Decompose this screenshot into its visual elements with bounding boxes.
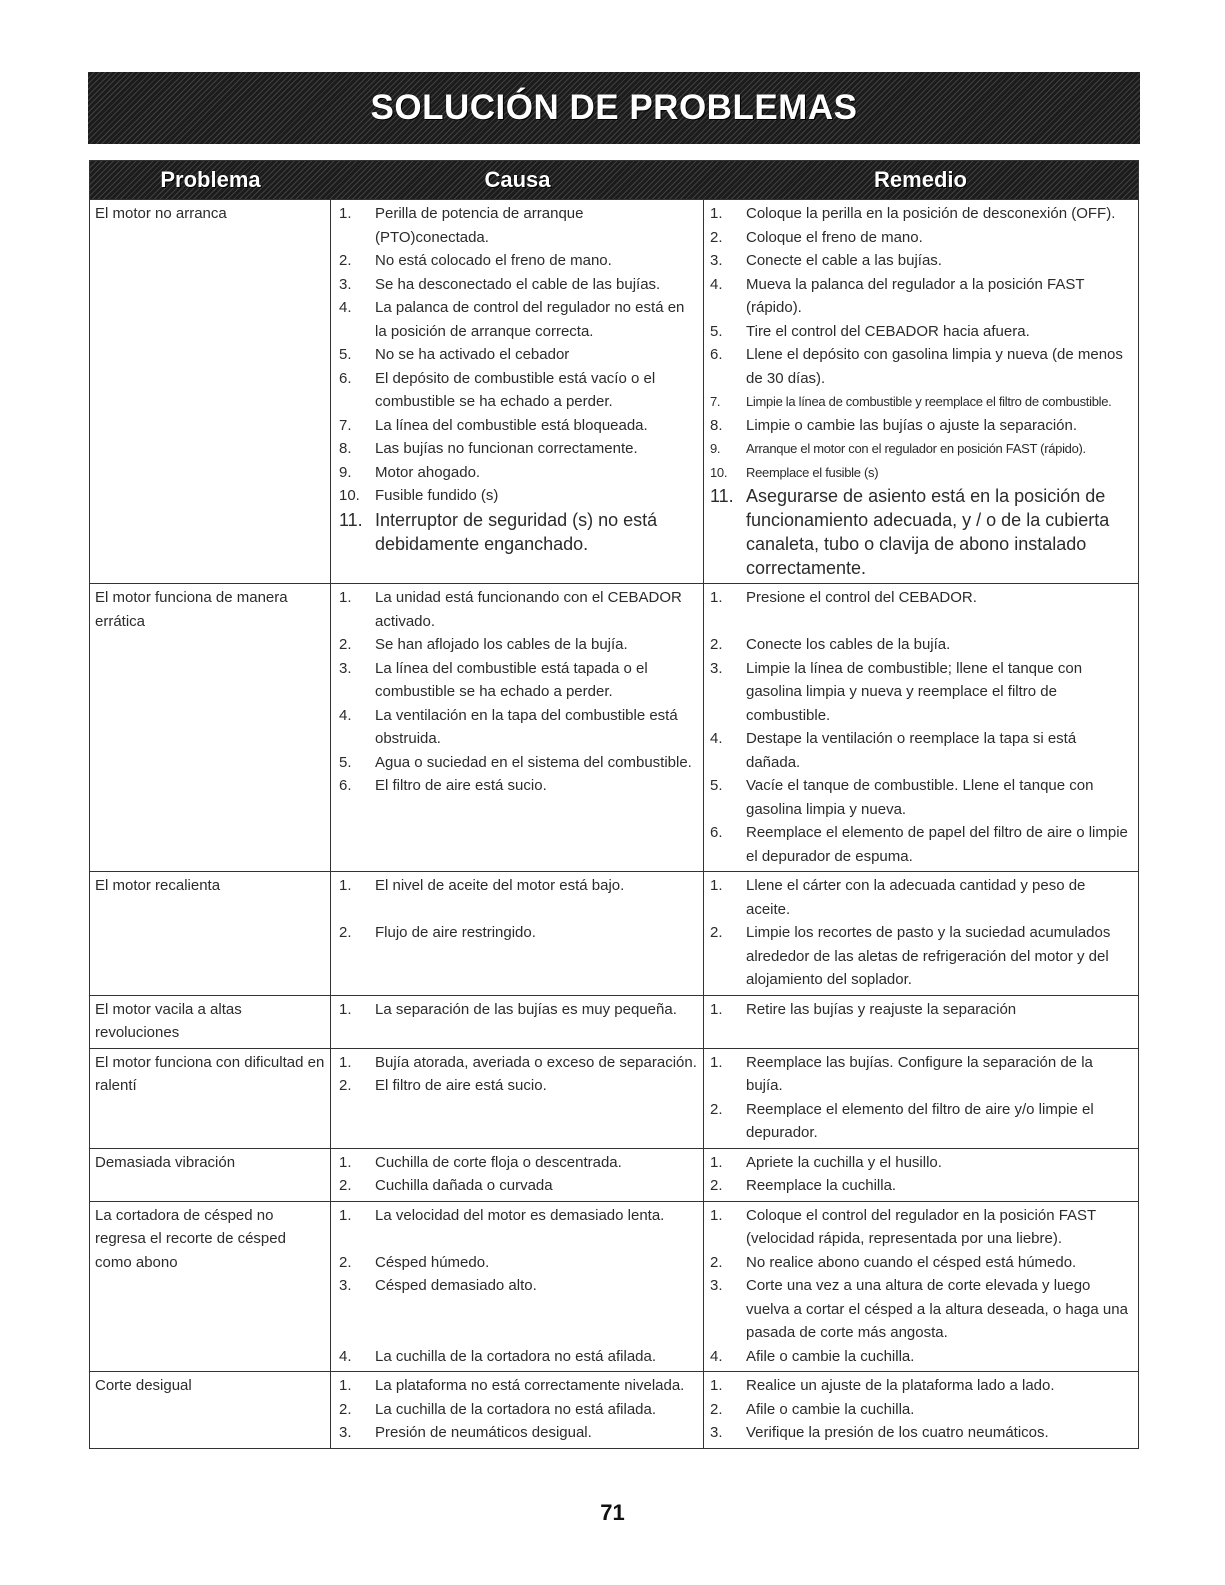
item-number: 2.: [339, 1177, 352, 1194]
list-item: [710, 998, 1133, 1022]
item-text: Reemplace el fusible (s): [746, 464, 879, 480]
item-text: Limpie o cambie las bujías o ajuste la separación.: [746, 416, 1078, 434]
item-text: Asegurarse de asiento está en la posición de funcionamiento adecuada, y / o de la cubierta canaleta, tubo o clavija de abono instalado correctamente.: [746, 486, 1110, 578]
list-item: [339, 1398, 699, 1422]
item-number: 1.: [710, 589, 723, 606]
list-item: [710, 874, 1133, 921]
list-item: [710, 390, 1133, 414]
item-text: Reemplace las bujías. Configure la separación de la bujía.: [746, 1053, 1093, 1094]
item-text: La línea del combustible está tapada o el combustible se ha echado a perder.: [375, 659, 648, 700]
table-row: [90, 871, 1138, 995]
list-item: [710, 320, 1133, 344]
list-item: [339, 202, 699, 249]
list-item: [339, 874, 699, 898]
remedy-cell: [704, 1372, 1137, 1448]
item-number: 2.: [710, 1400, 723, 1418]
list-item: [710, 1251, 1133, 1275]
item-number: 11.: [710, 486, 734, 506]
item-number: 3.: [710, 659, 723, 677]
item-text: Limpie la línea de combustible; llene el tanque con gasolina limpia y nueva y reemplace el filtro de combustible.: [746, 659, 1083, 724]
item-number: 9.: [339, 463, 352, 481]
item-number: 6.: [339, 777, 352, 794]
item-number: 2.: [710, 1177, 723, 1194]
list-item: [339, 751, 699, 775]
item-number: 1.: [339, 1377, 352, 1394]
list-item: [710, 202, 1133, 226]
problem-cell: El motor no arranca: [90, 200, 331, 583]
item-number: 1.: [339, 205, 352, 222]
cause-cell: [331, 1149, 704, 1201]
list-item: [339, 1421, 699, 1445]
item-text: Apriete la cuchilla y el husillo.: [746, 1153, 942, 1171]
list-item: [339, 657, 699, 704]
item-text: Llene el depósito con gasolina limpia y nueva (de menos de 30 días).: [746, 346, 1123, 387]
item-text: Perilla de potencia de arranque (PTO)conectada.: [375, 205, 584, 246]
list-item: [710, 1345, 1133, 1369]
item-text: Se ha desconectado el cable de las bujías.: [375, 275, 661, 293]
problem-cell: Corte desigual: [90, 1372, 331, 1448]
list-item: [339, 461, 699, 485]
header-problema: Problema: [160, 167, 261, 192]
list-item: [710, 437, 1133, 461]
cause-cell: [331, 1372, 704, 1448]
item-text: Coloque la perilla en la posición de desconexión (OFF).: [746, 205, 1116, 222]
item-text: La plataforma no está correctamente nivelada.: [375, 1377, 685, 1394]
item-text: El filtro de aire está sucio.: [375, 1077, 547, 1094]
item-number: 1.: [339, 1053, 352, 1071]
item-text: Retire las bujías y reajuste la separación: [746, 1000, 1017, 1018]
item-text: El depósito de combustible está vacío o el combustible se ha echado a perder.: [375, 369, 656, 410]
item-number: 4.: [710, 730, 723, 747]
problem-cell: El motor funciona con dificultad en ralentí: [90, 1049, 331, 1148]
table-header: [90, 161, 1138, 199]
item-text: Afile o cambie la cuchilla.: [746, 1347, 915, 1365]
item-number: 1.: [339, 1000, 352, 1018]
list-item: [710, 1174, 1133, 1198]
list-item: [710, 774, 1133, 821]
item-number: 2.: [710, 228, 723, 246]
list-item: [339, 437, 699, 461]
item-text: Cuchilla dañada o curvada: [375, 1177, 553, 1194]
item-number: 10.: [710, 464, 728, 480]
item-number: 2.: [710, 924, 723, 941]
item-text: La palanca de control del regulador no está en la posición de arranque correcta.: [375, 299, 685, 340]
item-text: Reemplace la cuchilla.: [746, 1177, 897, 1194]
spacer: [339, 1227, 699, 1251]
item-number: 4.: [339, 1347, 352, 1365]
list-item: [339, 998, 699, 1022]
item-text: Coloque el freno de mano.: [746, 228, 923, 246]
item-text: No está colocado el freno de mano.: [375, 252, 612, 269]
item-text: Afile o cambie la cuchilla.: [746, 1400, 915, 1418]
list-item: [339, 296, 699, 343]
item-number: 5.: [710, 322, 723, 340]
item-number: 1.: [339, 1206, 352, 1224]
page-number: 71: [600, 1500, 625, 1525]
list-item: [339, 273, 699, 297]
item-text: Bujía atorada, averiada o exceso de separación.: [375, 1053, 697, 1071]
cause-cell: [331, 200, 704, 583]
item-number: 3.: [339, 659, 352, 677]
list-item: [710, 633, 1133, 657]
item-number: 4.: [710, 1347, 723, 1365]
item-text: El nivel de aceite del motor está bajo.: [375, 877, 625, 894]
item-text: Presione el control del CEBADOR.: [746, 589, 977, 606]
item-number: 4.: [710, 275, 723, 293]
item-text: Tire el control del CEBADOR hacia afuera.: [746, 322, 1030, 340]
item-text: Limpie los recortes de pasto y la suciedad acumulados alrededor de las aletas de refrigeración del motor y del alojamiento del soplador.: [746, 924, 1111, 988]
item-text: La separación de las bujías es muy pequeña.: [375, 1000, 677, 1018]
item-number: 2.: [339, 924, 352, 941]
table-row: [90, 1371, 1138, 1448]
list-item: [339, 704, 699, 751]
list-item: [710, 1151, 1133, 1175]
item-number: 1.: [710, 1053, 723, 1071]
list-item: [339, 508, 699, 556]
item-text: Césped demasiado alto.: [375, 1277, 537, 1294]
item-text: Destape la ventilación o reemplace la tapa si está dañada.: [746, 730, 1077, 771]
item-number: 6.: [339, 369, 352, 387]
list-item: [339, 1204, 699, 1228]
remedy-cell: [704, 996, 1137, 1048]
item-number: 11.: [339, 509, 363, 530]
list-item: [710, 1204, 1133, 1251]
problem-cell: El motor recalienta: [90, 872, 331, 995]
header-causa: Causa: [484, 167, 551, 192]
item-number: 3.: [710, 1277, 723, 1294]
problem-cell: La cortadora de césped no regresa el recorte de césped como abono: [90, 1202, 331, 1372]
table-row: [90, 1201, 1138, 1372]
remedy-cell: [704, 1202, 1137, 1372]
item-text: Se han aflojado los cables de la bujía.: [375, 636, 628, 653]
table-row: [90, 583, 1138, 871]
item-number: 1.: [710, 1206, 723, 1224]
item-text: No se ha activado el cebador: [375, 346, 570, 363]
list-item: [710, 226, 1133, 250]
item-text: Arranque el motor con el regulador en posición FAST (rápido).: [746, 441, 1086, 456]
list-item: [710, 273, 1133, 320]
table-row: [90, 1148, 1138, 1201]
item-text: Las bujías no funcionan correctamente.: [375, 440, 638, 457]
item-text: Reemplace el elemento de papel del filtro de aire o limpie el depurador de espuma.: [746, 824, 1128, 865]
item-text: La línea del combustible está bloqueada.: [375, 416, 648, 434]
cause-cell: [331, 872, 704, 995]
item-number: 1.: [710, 205, 723, 222]
spacer: [339, 1298, 699, 1345]
list-item: [710, 343, 1133, 390]
cause-cell: [331, 996, 704, 1048]
cause-cell: [331, 1049, 704, 1148]
remedy-cell: [704, 1149, 1137, 1201]
item-number: 10.: [339, 487, 360, 504]
list-item: [339, 1274, 699, 1298]
item-number: 5.: [339, 753, 352, 771]
item-text: Agua o suciedad en el sistema del combustible.: [375, 753, 692, 771]
item-number: 5.: [710, 777, 723, 794]
list-item: [339, 921, 699, 945]
list-item: [710, 921, 1133, 992]
item-text: Presión de neumáticos desigual.: [375, 1424, 592, 1441]
title-banner: [88, 72, 1140, 144]
item-text: Cuchilla de corte floja o descentrada.: [375, 1153, 622, 1171]
item-number: 2.: [710, 1253, 723, 1271]
list-item: [710, 1051, 1133, 1098]
remedy-cell: [704, 1049, 1137, 1148]
troubleshooting-table: [89, 160, 1139, 1449]
item-text: No realice abono cuando el césped está húmedo.: [746, 1253, 1077, 1271]
item-number: 7.: [710, 394, 721, 409]
item-number: 3.: [339, 1424, 352, 1441]
page-title: SOLUCIÓN DE PROBLEMAS: [370, 88, 858, 127]
item-text: Césped húmedo.: [375, 1253, 490, 1271]
item-number: 1.: [710, 877, 723, 894]
item-number: 8.: [710, 416, 723, 434]
item-text: La cuchilla de la cortadora no está afilada.: [375, 1347, 657, 1365]
item-text: Interruptor de seguridad (s) no está debidamente enganchado.: [375, 509, 658, 554]
list-item: [710, 1274, 1133, 1345]
list-item: [339, 414, 699, 438]
list-item: [710, 414, 1133, 438]
item-text: Verifique la presión de los cuatro neumáticos.: [746, 1424, 1049, 1441]
item-text: Reemplace el elemento del filtro de aire y/o limpie el depurador.: [746, 1100, 1094, 1141]
item-text: La cuchilla de la cortadora no está afilada.: [375, 1400, 657, 1418]
spacer: [339, 898, 699, 922]
item-number: 6.: [710, 824, 723, 841]
item-number: 1.: [339, 589, 352, 606]
list-item: [710, 821, 1133, 868]
item-number: 6.: [710, 346, 723, 363]
item-text: Realice un ajuste de la plataforma lado a lado.: [746, 1377, 1055, 1394]
list-item: [339, 1151, 699, 1175]
item-number: 4.: [339, 299, 352, 316]
table-row: [90, 199, 1138, 583]
item-text: Conecte los cables de la bujía.: [746, 636, 951, 653]
table-row: [90, 995, 1138, 1048]
item-text: Llene el cárter con la adecuada cantidad y peso de aceite.: [746, 877, 1086, 918]
item-number: 2.: [339, 636, 352, 653]
list-item: [339, 586, 699, 633]
item-number: 2.: [710, 1100, 723, 1118]
item-number: 2.: [339, 252, 352, 269]
item-number: 7.: [339, 416, 352, 434]
list-item: [710, 727, 1133, 774]
item-number: 3.: [710, 1424, 723, 1441]
item-number: 1.: [339, 877, 352, 894]
item-text: La unidad está funcionando con el CEBADOR activado.: [375, 589, 682, 630]
list-item: [710, 461, 1133, 485]
item-number: 1.: [710, 1153, 723, 1171]
item-number: 3.: [339, 1277, 352, 1294]
item-text: La velocidad del motor es demasiado lenta.: [375, 1206, 665, 1224]
cause-cell: [331, 1202, 704, 1372]
item-number: 2.: [339, 1253, 352, 1271]
list-item: [710, 249, 1133, 273]
item-number: 3.: [710, 252, 723, 269]
item-number: 8.: [339, 440, 352, 457]
list-item: [339, 1251, 699, 1275]
item-number: 3.: [339, 275, 352, 293]
list-item: [710, 1098, 1133, 1145]
item-number: 9.: [710, 441, 721, 456]
item-text: Coloque el control del regulador en la posición FAST (velocidad rápida, representada por una liebre).: [746, 1206, 1096, 1247]
list-item: [339, 1051, 699, 1075]
item-number: 2.: [339, 1400, 352, 1418]
item-text: La ventilación en la tapa del combustible está obstruida.: [375, 706, 678, 747]
item-number: 2.: [339, 1077, 352, 1094]
remedy-cell: [704, 200, 1137, 583]
remedy-cell: [704, 872, 1137, 995]
problem-cell: Demasiada vibración: [90, 1149, 331, 1201]
item-text: Motor ahogado.: [375, 463, 481, 481]
list-item: [710, 1421, 1133, 1445]
list-item: [710, 1374, 1133, 1398]
problem-cell: El motor vacila a altas revoluciones: [90, 996, 331, 1048]
item-text: Conecte el cable a las bujías.: [746, 252, 942, 269]
spacer: [710, 610, 1133, 634]
item-text: Vacíe el tanque de combustible. Llene el tanque con gasolina limpia y nueva.: [746, 777, 1094, 818]
item-text: Mueva la palanca del regulador a la posición FAST (rápido).: [746, 275, 1085, 316]
item-text: Fusible fundido (s): [375, 487, 499, 504]
list-item: [339, 1374, 699, 1398]
list-item: [710, 484, 1133, 580]
list-item: [339, 367, 699, 414]
list-item: [339, 1074, 699, 1098]
item-number: 2.: [710, 636, 723, 653]
item-text: Flujo de aire restringido.: [375, 924, 536, 941]
table-row: [90, 1048, 1138, 1148]
list-item: [710, 1398, 1133, 1422]
item-text: El filtro de aire está sucio.: [375, 777, 547, 794]
list-item: [339, 1345, 699, 1369]
list-item: [339, 774, 699, 798]
header-remedio: Remedio: [874, 167, 967, 192]
list-item: [339, 633, 699, 657]
item-number: 1.: [710, 1000, 723, 1018]
list-item: [339, 249, 699, 273]
item-number: 4.: [339, 706, 352, 724]
item-number: 1.: [339, 1153, 352, 1171]
list-item: [710, 657, 1133, 728]
item-text: Corte una vez a una altura de corte elevada y luego vuelva a cortar el césped a la altura deseada, o haga una pasada de corte más angosta.: [746, 1277, 1128, 1341]
item-number: 5.: [339, 346, 352, 363]
list-item: [339, 343, 699, 367]
list-item: [710, 586, 1133, 610]
item-text: Limpie la línea de combustible y reemplace el filtro de combustible.: [746, 394, 1112, 409]
problem-cell: El motor funciona de manera errática: [90, 584, 331, 871]
list-item: [339, 484, 699, 508]
item-number: 1.: [710, 1377, 723, 1394]
list-item: [339, 1174, 699, 1198]
remedy-cell: [704, 584, 1137, 871]
cause-cell: [331, 584, 704, 871]
